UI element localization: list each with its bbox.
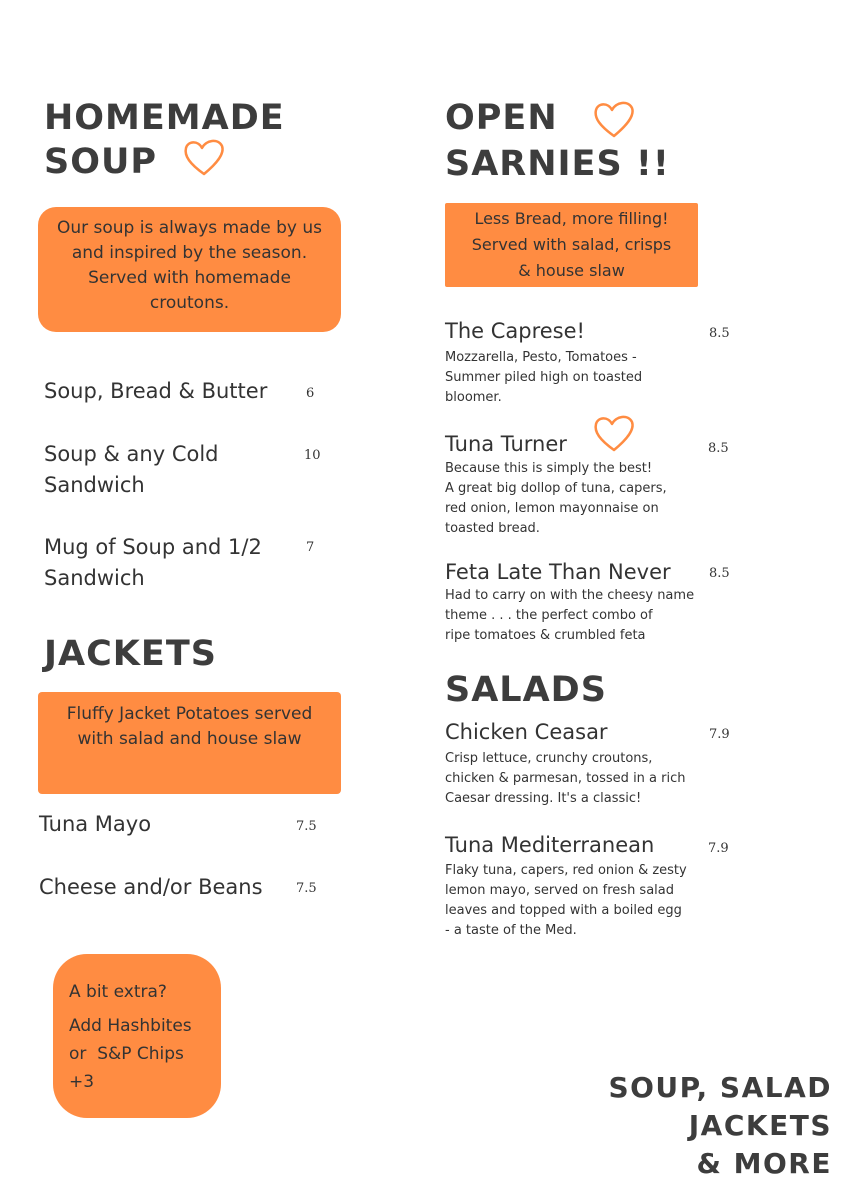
- salad-item-1-name: Chicken Ceasar: [445, 720, 608, 744]
- sarnie-item-2-price: 8.5: [708, 441, 729, 456]
- sarnie-item-2-desc-line: A great big dollop of tuna, capers,: [445, 481, 667, 496]
- sarnie-item-1-name: The Caprese!: [445, 319, 585, 343]
- sarnie-item-3-desc: [445, 586, 694, 646]
- heart-icon: [590, 412, 638, 454]
- sarnie-item-3-price: 8.5: [709, 566, 730, 581]
- salad-item-1-desc-line: Crisp lettuce, crunchy croutons,: [445, 751, 653, 766]
- sarnies-note-line1: Less Bread, more filling!: [474, 209, 669, 228]
- sarnies-heading-line2: SARNIES !!: [445, 144, 670, 184]
- sarnie-item-2-desc: [445, 459, 667, 539]
- footer-title: [608, 1069, 832, 1183]
- sarnie-item-1-desc: [445, 348, 642, 408]
- salad-item-1-desc-line: chicken & parmesan, tossed in a rich: [445, 771, 686, 786]
- sarnie-item-3-desc-line: ripe tomatoes & crumbled feta: [445, 628, 646, 643]
- soup-item-3-price: 7: [306, 540, 315, 555]
- sarnie-item-1-desc-line: Summer piled high on toasted: [445, 370, 643, 385]
- sarnie-item-2-desc-line: toasted bread.: [445, 521, 540, 536]
- jackets-item-2-price: 7.5: [296, 881, 317, 896]
- extras-line4: +3: [69, 1072, 95, 1092]
- soup-item-3-name-line1: Mug of Soup and 1/2: [44, 535, 262, 559]
- jackets-item-2-name: Cheese and/or Beans: [39, 875, 263, 899]
- sarnie-item-3-name: Feta Late Than Never: [445, 560, 671, 584]
- heart-icon: [590, 98, 638, 140]
- extras-line1: A bit extra?: [69, 982, 167, 1002]
- sarnie-item-3-desc-line: theme . . . the perfect combo of: [445, 608, 653, 623]
- salad-item-1-price: 7.9: [709, 727, 730, 742]
- heart-icon: [180, 136, 228, 178]
- sarnie-item-2-desc-line: red onion, lemon mayonnaise on: [445, 501, 659, 516]
- soup-note-text: Our soup is always made by us and inspired by the season. Served with homemade croutons.: [56, 218, 323, 313]
- sarnie-item-2-desc-line: Because this is simply the best!: [445, 461, 653, 476]
- sarnies-note-box: [445, 203, 698, 287]
- jackets-note-box: [38, 692, 341, 794]
- extras-line2: Add Hashbites: [69, 1016, 192, 1036]
- salad-item-2-desc-line: lemon mayo, served on fresh salad: [445, 883, 675, 898]
- salad-item-2-desc-line: - a taste of the Med.: [445, 923, 577, 938]
- salad-item-2-desc-line: leaves and topped with a boiled egg: [445, 903, 682, 918]
- salad-item-2-name: Tuna Mediterranean: [445, 833, 655, 857]
- sarnie-item-1-desc-line: Mozzarella, Pesto, Tomatoes -: [445, 350, 637, 365]
- salad-item-2-price: 7.9: [708, 841, 729, 856]
- jackets-item-1-price: 7.5: [296, 819, 317, 834]
- extras-line3: or S&P Chips: [69, 1044, 184, 1064]
- footer-line1: SOUP, SALAD: [608, 1071, 832, 1104]
- soup-note-box: [38, 207, 341, 332]
- footer-line3: & MORE: [696, 1147, 832, 1180]
- soup-item-1-name: Soup, Bread & Butter: [44, 379, 268, 403]
- salad-item-2-desc-line: Flaky tuna, capers, red onion & zesty: [445, 863, 687, 878]
- jackets-heading: JACKETS: [44, 634, 217, 674]
- soup-heading-line1: HOMEMADE: [44, 98, 285, 138]
- soup-item-1-price: 6: [306, 386, 315, 401]
- jackets-note-text: Fluffy Jacket Potatoes served with salad and house slaw: [66, 704, 313, 749]
- sarnie-item-1-desc-line: bloomer.: [445, 390, 502, 405]
- soup-item-2-name: [44, 439, 219, 501]
- soup-item-3-name-line2: Sandwich: [44, 566, 145, 590]
- sarnie-item-1-price: 8.5: [709, 326, 730, 341]
- sarnie-item-2-name: Tuna Turner: [445, 432, 567, 456]
- sarnies-note-line2: Served with salad, crisps: [471, 235, 672, 254]
- jackets-item-1-name: Tuna Mayo: [39, 812, 152, 836]
- soup-heading: [44, 96, 285, 184]
- salad-item-1-desc-line: Caesar dressing. It's a classic!: [445, 791, 642, 806]
- soup-item-3-name: [44, 532, 262, 594]
- salad-item-2-desc: [445, 861, 687, 941]
- sarnie-item-3-desc-line: Had to carry on with the cheesy name: [445, 588, 695, 603]
- soup-heading-line2: SOUP: [44, 142, 158, 182]
- soup-item-2-name-line2: Sandwich: [44, 473, 145, 497]
- soup-item-2-price: 10: [304, 448, 321, 463]
- salad-item-1-desc: [445, 749, 686, 809]
- salads-heading: SALADS: [445, 670, 607, 710]
- footer-line2: JACKETS: [688, 1109, 832, 1142]
- sarnies-note-line3: & house slaw: [518, 261, 625, 280]
- extras-box: [53, 954, 221, 1118]
- sarnies-heading-line1: OPEN: [445, 98, 558, 138]
- soup-item-2-name-line1: Soup & any Cold: [44, 442, 219, 466]
